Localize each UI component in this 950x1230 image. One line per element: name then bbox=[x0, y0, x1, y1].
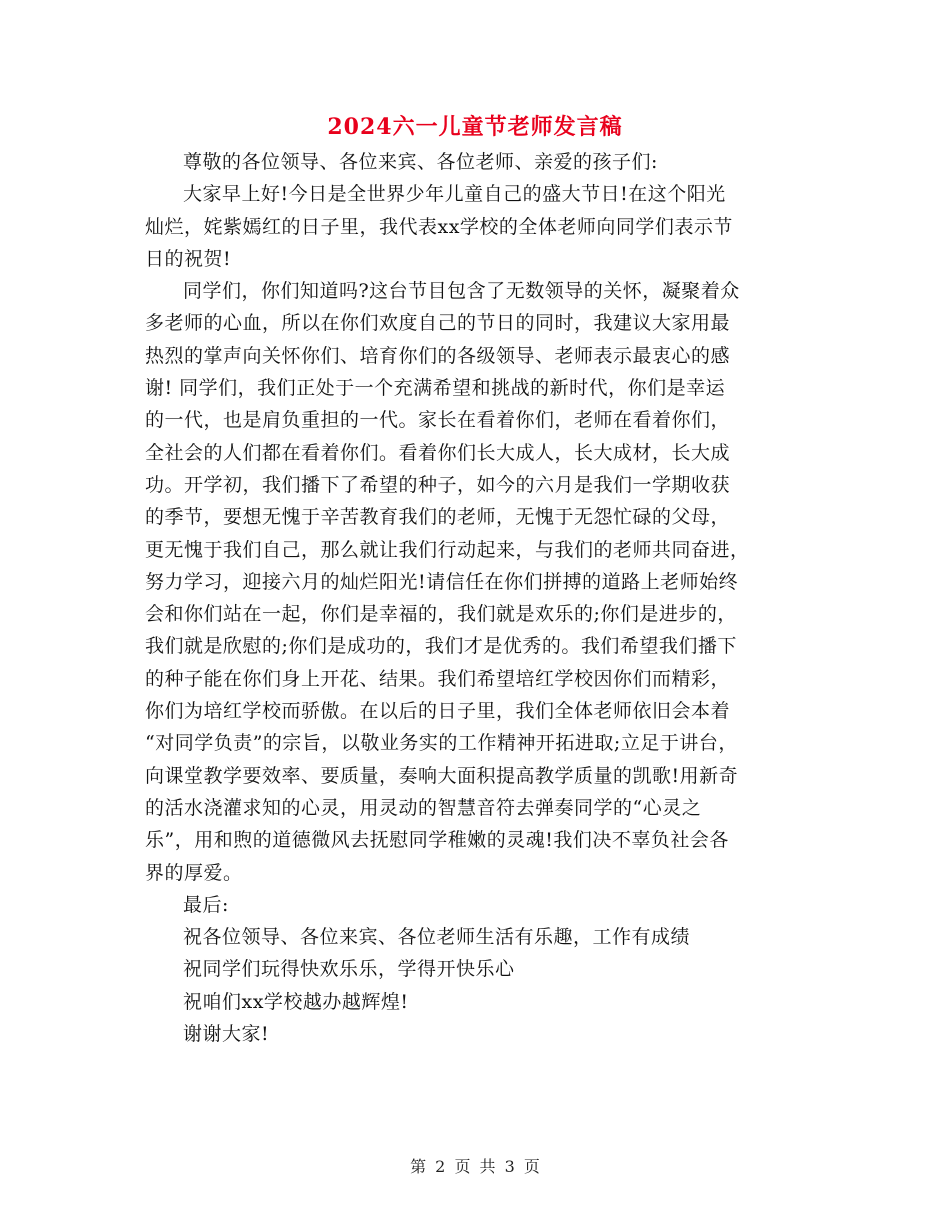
paragraph-line: 向课堂教学要效率、要质量，奏响大面积提高教学质量的凯歌!用新奇 bbox=[145, 764, 739, 787]
paragraph-line: 更无愧于我们自己，那么就让我们行动起来，与我们的老师共同奋进， bbox=[145, 538, 750, 561]
paragraph-line: “对同学负责”的宗旨，以敬业务实的工作精神开拓进取;立足于讲台， bbox=[145, 732, 738, 755]
page-indicator: 第 2 页 共 3 页 bbox=[410, 1157, 540, 1176]
closing-section bbox=[145, 889, 815, 1050]
paragraph-line: 日的祝贺! bbox=[145, 247, 232, 270]
document-body bbox=[145, 146, 815, 1050]
paragraph-line: 大家早上好!今日是全世界少年儿童自己的盛大节日!在这个阳光 bbox=[183, 183, 726, 206]
paragraph-1 bbox=[145, 178, 815, 275]
closing-line: 祝咱们xx学校越办越辉煌! bbox=[183, 990, 409, 1013]
paragraph-line: 谢! 同学们，我们正处于一个充满希望和挑战的新时代，你们是幸运 bbox=[145, 377, 726, 400]
paragraph-line: 的一代，也是肩负重担的一代。家长在看着你们，老师在看着你们， bbox=[145, 409, 731, 432]
paragraph-line: 灿烂，姹紫嫣红的日子里，我代表xx学校的全体老师向同学们表示节 bbox=[145, 215, 733, 238]
closing-line: 谢谢大家! bbox=[183, 1023, 270, 1046]
paragraph-line: 热烈的掌声向关怀你们、培育你们的各级领导、老师表示最衷心的感 bbox=[145, 344, 731, 367]
closing-line: 最后: bbox=[183, 893, 229, 916]
closing-line: 祝同学们玩得快欢乐乐，学得开快乐心 bbox=[183, 958, 515, 981]
document-title: 2024六一儿童节老师发言稿 bbox=[327, 114, 623, 140]
paragraph-line: 的活水浇灌求知的心灵，用灵动的智慧音符去弹奏同学的“心灵之 bbox=[145, 796, 702, 819]
paragraph-line: 你们为培红学校而骄傲。在以后的日子里，我们全体老师依旧会本着 bbox=[145, 700, 731, 723]
paragraph-line: 功。开学初，我们播下了希望的种子，如今的六月是我们一学期收获 bbox=[145, 473, 731, 496]
paragraph-line: 同学们，你们知道吗?这台节目包含了无数领导的关怀，凝聚着众 bbox=[183, 280, 740, 303]
paragraph-line: 乐”，用和煦的道德微风去抚慰同学稚嫩的灵魂!我们决不辜负社会各 bbox=[145, 829, 729, 852]
paragraph-line: 的季节，要想无愧于辛苦教育我们的老师，无愧于无怨忙碌的父母， bbox=[145, 506, 731, 529]
greeting-line: 尊敬的各位领导、各位来宾、各位老师、亲爱的孩子们: bbox=[183, 151, 658, 173]
paragraph-line: 会和你们站在一起，你们是幸福的，我们就是欢乐的;你们是进步的， bbox=[145, 603, 737, 626]
paragraph-line: 多老师的心血，所以在你们欢度自己的节日的同时，我建议大家用最 bbox=[145, 312, 731, 335]
paragraph-line: 我们就是欣慰的;你们是成功的，我们才是优秀的。我们希望我们播下 bbox=[145, 635, 737, 658]
paragraph-line: 的种子能在你们身上开花、结果。我们希望培红学校因你们而精彩， bbox=[145, 667, 731, 690]
greeting-paragraph bbox=[145, 146, 815, 178]
paragraph-line: 努力学习，迎接六月的灿烂阳光!请信任在你们拼搏的道路上老师始终 bbox=[145, 570, 739, 593]
closing-line: 祝各位领导、各位来宾、各位老师生活有乐趣，工作有成绩 bbox=[183, 926, 691, 949]
paragraph-2 bbox=[145, 275, 815, 889]
paragraph-line: 界的厚爱。 bbox=[145, 861, 243, 884]
paragraph-line: 全社会的人们都在看着你们。看着你们长大成人，长大成材，长大成 bbox=[145, 441, 731, 464]
